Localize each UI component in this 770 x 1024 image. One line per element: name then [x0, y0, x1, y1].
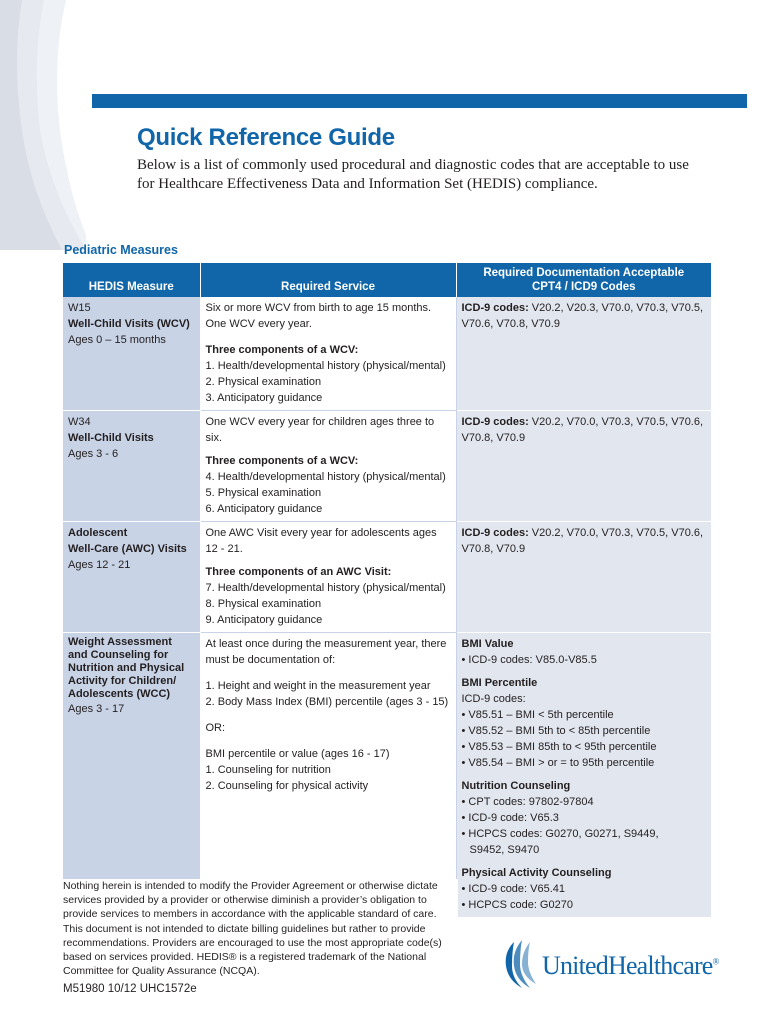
- service-intro: One WCV every year for children ages three to six.: [205, 416, 435, 444]
- codes-list: V20.2, V70.0, V70.3, V70.5, V70.6, V70.8, V70.9: [461, 416, 704, 444]
- doc-item: • V85.51 – BMI < 5th percentile: [461, 709, 614, 721]
- table-row: [63, 633, 711, 918]
- header-docs-line1: Required Documentation Acceptable: [483, 267, 685, 279]
- service-item: 1. Height and weight in the measurement year: [205, 680, 431, 692]
- doc-item: • ICD-9 code: V65.3: [461, 812, 559, 824]
- documentation-cell: [456, 411, 711, 522]
- service-item: BMI percentile or value (ages 16 - 17): [205, 748, 390, 760]
- measure-ages: Ages 3 - 6: [68, 448, 119, 460]
- component-item: 9. Anticipatory guidance: [205, 614, 323, 626]
- service-cell: [200, 633, 456, 918]
- codes-table: [63, 263, 712, 918]
- measure-code: W15: [68, 302, 91, 314]
- table-header-row: [63, 263, 711, 297]
- disclaimer-text: Nothing herein is intended to modify the Provider Agreement or otherwise dictate services provided by a provider or otherwise diminish a provider’s obligation to provide services to members in accordance with the applicable standard of care. This document is not intended to dictate billing guidelines but rather to provide recommendations. Providers are encouraged to use the most appropriate code(s) based on services provided. HEDIS® is a registered trademark of the National Committee for Quality Assurance (NCQA).: [63, 879, 458, 978]
- bmi-value-title: BMI Value: [461, 638, 514, 650]
- codes-label: ICD-9 codes:: [461, 416, 529, 428]
- table-row: [63, 297, 711, 411]
- service-intro: At least once during the measurement year, there must be documentation of:: [205, 638, 447, 666]
- header-required-documentation: [456, 263, 711, 297]
- codes-label: ICD-9 codes:: [461, 302, 529, 314]
- activity-title: Physical Activity Counseling: [461, 867, 612, 879]
- codes-list: V20.2, V20.3, V70.0, V70.3, V70.5, V70.6, V70.8, V70.9: [461, 302, 704, 330]
- or-label: OR:: [205, 722, 226, 734]
- header-hedis-measure: HEDIS Measure: [63, 263, 200, 297]
- measure-cell: [63, 522, 200, 633]
- service-intro: One AWC Visit every year for adolescents ages 12 - 21.: [205, 527, 437, 555]
- doc-item: • V85.53 – BMI 85th to < 95th percentile: [461, 741, 657, 753]
- measure-name: Weight Assessment and Counseling for Nutrition and Physical Activity for Children/ Adolescents (WCC): [68, 636, 185, 700]
- component-item: 3. Anticipatory guidance: [205, 392, 323, 404]
- component-item: 1. Health/developmental history (physical/mental): [205, 360, 446, 372]
- service-item: 2. Body Mass Index (BMI) percentile (ages 3 - 15): [205, 696, 449, 708]
- intro-paragraph: Below is a list of commonly used procedural and diagnostic codes that are acceptable to use for Healthcare Effectiveness Data and Information Set (HEDIS) compliance.: [137, 157, 689, 192]
- service-item: 2. Counseling for physical activity: [205, 780, 369, 792]
- table-row: [63, 411, 711, 522]
- component-item: 6. Anticipatory guidance: [205, 503, 323, 515]
- doc-item: • HCPCS code: G0270: [461, 899, 573, 911]
- document-code: M51980 10/12 UHC1572e: [63, 983, 197, 995]
- component-item: 4. Health/developmental history (physical/mental): [205, 471, 446, 483]
- registered-mark: ®: [712, 956, 719, 967]
- header-bar: [92, 94, 747, 108]
- header-docs-line2: CPT4 / ICD9 Codes: [531, 281, 636, 293]
- components-title: Three components of a WCV:: [205, 455, 359, 467]
- service-intro: Six or more WCV from birth to age 15 months. One WCV every year.: [205, 302, 432, 330]
- measure-code: W34: [68, 416, 91, 428]
- measure-cell: [63, 297, 200, 411]
- doc-item: • V85.52 – BMI 5th to < 85th percentile: [461, 725, 651, 737]
- component-item: 7. Health/developmental history (physical/mental): [205, 582, 446, 594]
- codes-label: ICD-9 codes:: [461, 527, 529, 539]
- decorative-curve-graphic: [0, 0, 86, 250]
- service-cell: [200, 297, 456, 411]
- service-item: 1. Counseling for nutrition: [205, 764, 331, 776]
- logo-mark-icon: [500, 938, 540, 990]
- measure-cell: [63, 411, 200, 522]
- doc-item: • CPT codes: 97802-97804: [461, 796, 594, 808]
- documentation-cell: [456, 297, 711, 411]
- component-item: 8. Physical examination: [205, 598, 322, 610]
- doc-item-continued: S9452, S9470: [469, 844, 540, 856]
- table-row: [63, 522, 711, 633]
- bmi-percentile-title: BMI Percentile: [461, 677, 538, 689]
- measure-name-line2: Well-Care (AWC) Visits: [68, 543, 187, 555]
- header-required-service: Required Service: [200, 263, 456, 297]
- measure-ages: Ages 12 - 21: [68, 559, 131, 571]
- codes-list: V20.2, V70.0, V70.3, V70.5, V70.6, V70.8, V70.9: [461, 527, 704, 555]
- page-title: Quick Reference Guide: [137, 124, 395, 151]
- service-cell: [200, 522, 456, 633]
- bmi-percentile-sub: ICD-9 codes:: [461, 693, 526, 705]
- documentation-cell: [456, 633, 711, 918]
- components-title: Three components of a WCV:: [205, 344, 359, 356]
- measure-cell: [63, 633, 200, 918]
- unitedhealthcare-logo: [500, 938, 730, 990]
- service-cell: [200, 411, 456, 522]
- logo-text: UnitedHealthcare: [542, 951, 713, 980]
- measure-name: Well-Child Visits (WCV): [68, 318, 190, 330]
- section-title: Pediatric Measures: [64, 243, 178, 257]
- component-item: 2. Physical examination: [205, 376, 322, 388]
- documentation-cell: [456, 522, 711, 633]
- measure-name: Well-Child Visits: [68, 432, 154, 444]
- logo-wordmark: [542, 951, 719, 981]
- nutrition-title: Nutrition Counseling: [461, 780, 571, 792]
- measure-name-line1: Adolescent: [68, 527, 128, 539]
- doc-item: • V85.54 – BMI > or = to 95th percentile: [461, 757, 655, 769]
- doc-item: • HCPCS codes: G0270, G0271, S9449,: [461, 828, 659, 840]
- doc-item: • ICD-9 codes: V85.0-V85.5: [461, 654, 597, 666]
- component-item: 5. Physical examination: [205, 487, 322, 499]
- measure-ages: Ages 0 – 15 months: [68, 334, 166, 346]
- doc-item: • ICD-9 code: V65.41: [461, 883, 566, 895]
- components-title: Three components of an AWC Visit:: [205, 566, 392, 578]
- measure-ages: Ages 3 - 17: [68, 703, 125, 715]
